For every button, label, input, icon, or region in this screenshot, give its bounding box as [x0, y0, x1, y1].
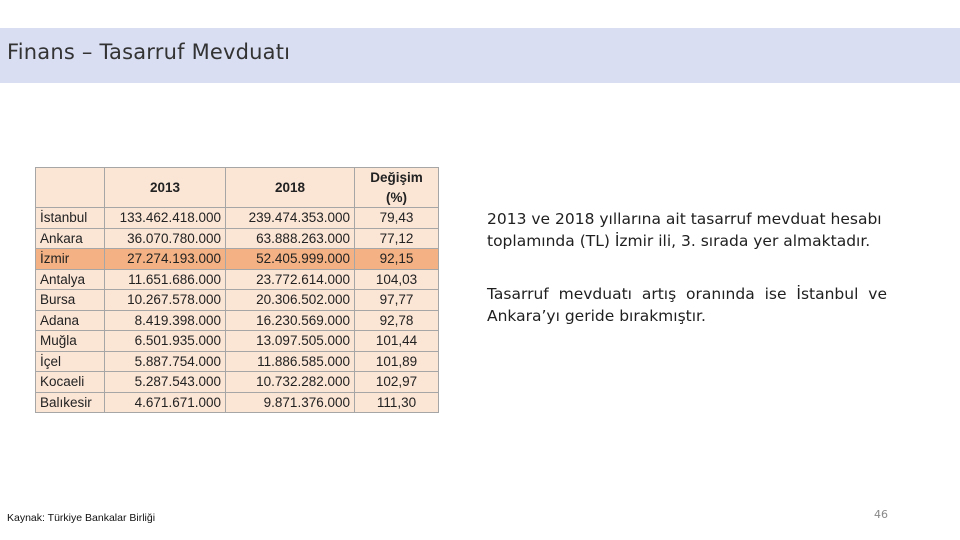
- header-city: [36, 168, 105, 208]
- value-2013-cell: 5.887.754.000: [105, 351, 226, 372]
- value-2018-cell: 239.474.353.000: [226, 208, 355, 229]
- value-2018-cell: 16.230.569.000: [226, 310, 355, 331]
- city-cell: Bursa: [36, 290, 105, 311]
- value-2013-cell: 8.419.398.000: [105, 310, 226, 331]
- change-cell: 104,03: [355, 269, 439, 290]
- change-cell: 111,30: [355, 392, 439, 413]
- deposits-table-container: [35, 167, 439, 413]
- table-row: [36, 228, 439, 249]
- change-cell: 101,89: [355, 351, 439, 372]
- header-2013: 2013: [105, 168, 226, 208]
- change-cell: 97,77: [355, 290, 439, 311]
- table-header-row: [36, 168, 439, 208]
- value-2013-cell: 27.274.193.000: [105, 249, 226, 270]
- value-2013-cell: 11.651.686.000: [105, 269, 226, 290]
- paragraph-ranking: 2013 ve 2018 yıllarına ait tasarruf mevduat hesabı toplamında (TL) İzmir ili, 3. sırada yer almaktadır.: [487, 210, 882, 250]
- change-cell: 102,97: [355, 372, 439, 393]
- value-2013-cell: 4.671.671.000: [105, 392, 226, 413]
- change-cell: 101,44: [355, 331, 439, 352]
- city-cell: Antalya: [36, 269, 105, 290]
- table-row: [36, 310, 439, 331]
- paragraph-growth: Tasarruf mevduatı artış oranında ise İstanbul ve Ankara’yı geride bırakmıştır.: [487, 285, 887, 325]
- change-cell: 92,15: [355, 249, 439, 270]
- header-change: Değişim (%): [355, 168, 439, 208]
- value-2018-cell: 13.097.505.000: [226, 331, 355, 352]
- city-cell: Adana: [36, 310, 105, 331]
- value-2013-cell: 5.287.543.000: [105, 372, 226, 393]
- city-cell: Kocaeli: [36, 372, 105, 393]
- deposits-table: [35, 167, 439, 413]
- value-2018-cell: 63.888.263.000: [226, 228, 355, 249]
- value-2018-cell: 11.886.585.000: [226, 351, 355, 372]
- table-row-highlighted: [36, 249, 439, 270]
- value-2018-cell: 23.772.614.000: [226, 269, 355, 290]
- table-row: [36, 372, 439, 393]
- table-row: [36, 208, 439, 229]
- page-number: 46: [874, 508, 888, 521]
- change-cell: 77,12: [355, 228, 439, 249]
- table-row: [36, 269, 439, 290]
- header-2018: 2018: [226, 168, 355, 208]
- city-cell: İstanbul: [36, 208, 105, 229]
- table-row: [36, 331, 439, 352]
- value-2013-cell: 133.462.418.000: [105, 208, 226, 229]
- value-2018-cell: 10.732.282.000: [226, 372, 355, 393]
- change-cell: 92,78: [355, 310, 439, 331]
- table-row: [36, 392, 439, 413]
- table-row: [36, 351, 439, 372]
- source-note: Kaynak: Türkiye Bankalar Birliği: [7, 512, 156, 524]
- value-2013-cell: 36.070.780.000: [105, 228, 226, 249]
- city-cell: Balıkesir: [36, 392, 105, 413]
- value-2018-cell: 20.306.502.000: [226, 290, 355, 311]
- city-cell: Ankara: [36, 228, 105, 249]
- value-2018-cell: 9.871.376.000: [226, 392, 355, 413]
- slide-title: Finans – Tasarruf Mevduatı: [7, 40, 291, 64]
- value-2013-cell: 10.267.578.000: [105, 290, 226, 311]
- value-2018-cell: 52.405.999.000: [226, 249, 355, 270]
- city-cell: İzmir: [36, 249, 105, 270]
- city-cell: İçel: [36, 351, 105, 372]
- city-cell: Muğla: [36, 331, 105, 352]
- value-2013-cell: 6.501.935.000: [105, 331, 226, 352]
- change-cell: 79,43: [355, 208, 439, 229]
- table-row: [36, 290, 439, 311]
